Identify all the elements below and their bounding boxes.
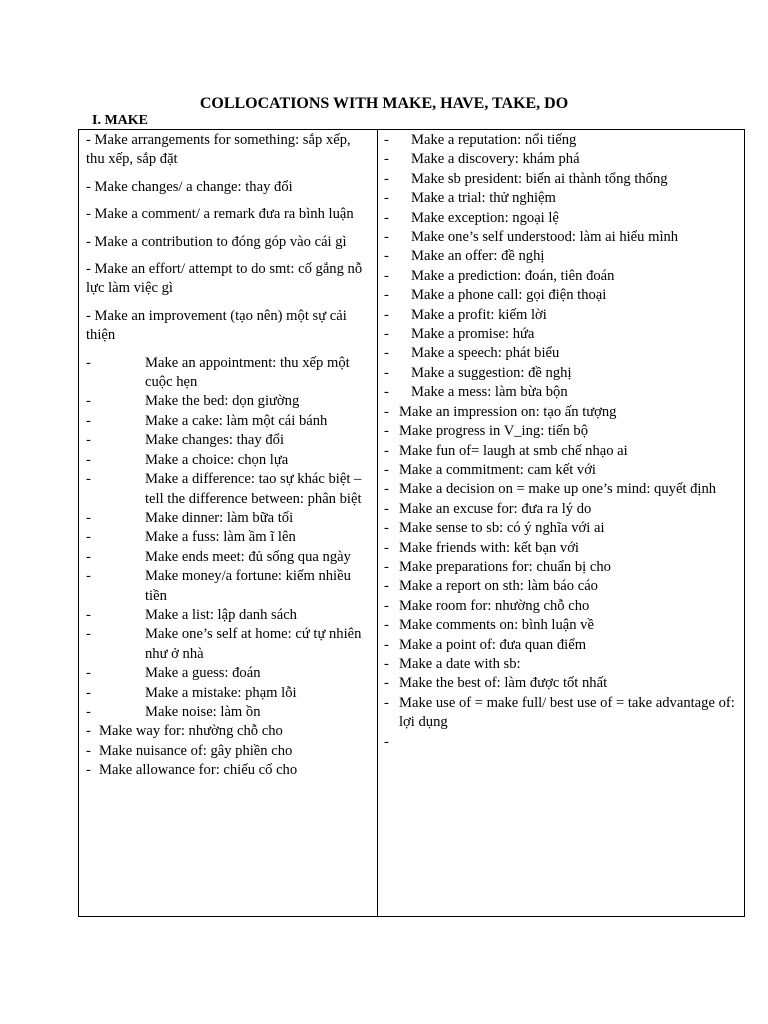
list-item-text: Make a guess: đoán [145,665,261,682]
list-item [384,577,738,596]
list-item [384,461,738,480]
list-item-text: Make a profit: kiếm lời [411,306,547,323]
left-column [79,130,378,916]
right-item-list [384,131,738,403]
list-item-text: Make a cake: làm một cái bánh [145,412,328,429]
bullet-dash: - [384,403,389,420]
list-item-text: Make nuisance of: gây phiền cho [99,742,293,759]
bullet-dash: - [86,665,91,682]
list-item [384,325,738,344]
list-item [384,150,738,169]
list-item-text: Make way for: nhường chỗ cho [99,723,283,740]
list-item [384,247,738,266]
list-item-text: Make friends with: kết bạn với [399,539,579,556]
bullet-dash: - [384,578,389,595]
list-item-text: Make a promise: hứa [411,326,535,343]
bullet-dash: - [86,742,91,759]
list-item-text: Make a discovery: khám phá [411,151,580,168]
list-item [384,674,738,693]
list-item [384,267,738,286]
right-column [378,130,744,916]
list-item-text: Make a prediction: đoán, tiên đoán [411,267,615,284]
list-item [384,597,738,616]
bullet-dash: - [384,520,389,537]
bullet-dash: - [86,354,91,371]
list-item-text: Make a suggestion: đề nghị [411,364,572,381]
list-item [384,170,738,189]
bullet-dash: - [86,723,91,740]
paragraph-entry: - Make arrangements for something: sắp xếp, thu xếp, sắp đặt [86,132,351,168]
list-item [86,451,371,470]
list-item [384,480,738,499]
bullet-dash: - [86,568,91,585]
list-item [384,694,738,733]
bullet-dash: - [384,364,389,381]
list-item-text: Make the best of: làm được tốt nhất [399,675,608,692]
bullet-dash: - [384,151,389,168]
list-item-text: Make noise: làm ồn [145,703,261,720]
list-item-text: Make an appointment: thu xếp một cuộc hẹn [145,354,350,391]
list-item [86,722,371,741]
bullet-dash: - [384,287,389,304]
list-item-text: Make an excuse for: đưa ra lý do [399,500,592,517]
bullet-dash: - [384,442,389,459]
paragraph-entry: - Make an improvement (tạo nên) một sự cải thiện [86,307,347,344]
list-item-text: Make a mess: làm bừa bộn [411,384,568,401]
list-item [384,286,738,305]
bullet-dash: - [384,694,389,711]
left-item-list [86,354,371,723]
list-item [384,344,738,363]
list-item [384,442,738,461]
list-item [86,684,371,703]
list-item-text: Make a report on sth: làm báo cáo [399,578,598,595]
bullet-dash: - [86,529,91,546]
bullet-dash: - [384,500,389,517]
section-heading: I. MAKE [92,113,148,128]
list-item-text: Make use of = make full/ best use of = take advantage of: lợi dụng [399,694,735,731]
list-item-text: Make a choice: chọn lựa [145,451,289,468]
list-item-text: Make preparations for: chuẩn bị cho [399,558,611,575]
list-item-text: Make allowance for: chiếu cố cho [99,762,298,779]
list-item [86,354,371,393]
list-item [384,209,738,228]
bullet-dash: - [384,636,389,653]
list-item [86,470,371,509]
right-short-list [384,403,738,733]
bullet-dash: - [384,190,389,207]
list-item [86,742,371,761]
list-item [86,412,371,431]
paragraph-entry: - Make a contribution to đóng góp vào cái gì [86,233,347,250]
list-item [86,567,371,606]
bullet-dash: - [384,209,389,226]
list-item [384,228,738,247]
bullet-dash: - [384,306,389,323]
list-item-text: Make one’s self at home: cứ tự nhiên như ở nhà [145,626,362,662]
list-item-text: Make a mistake: phạm lỗi [145,684,297,701]
bullet-dash: - [86,412,91,429]
list-item [86,606,371,625]
bullet-dash: - [384,597,389,614]
list-item-text: Make a decision on = make up one’s mind: quyết định [399,481,717,498]
list-item [384,364,738,383]
bullet-dash: - [86,471,91,488]
list-item [384,616,738,635]
list-item-text: Make progress in V_ing: tiến bộ [399,423,589,440]
list-item [384,306,738,325]
list-item [384,422,738,441]
paragraph-entry: - Make a comment/ a remark đưa ra bình luận [86,206,354,223]
bullet-dash: - [86,703,91,720]
list-item [384,383,738,402]
list-item-text: Make the bed: dọn giường [145,393,300,410]
bullet-dash: - [86,393,91,410]
bullet-dash: - [384,558,389,575]
bullet-dash: - [384,345,389,362]
list-item [384,403,738,422]
list-item [86,548,371,567]
list-item [86,528,371,547]
list-item [86,431,371,450]
list-item [86,761,371,780]
bullet-dash: - [86,762,91,779]
list-item-text: Make a trial: thử nghiệm [411,190,556,207]
list-item [384,539,738,558]
list-item-text: Make ends meet: đủ sống qua ngày [145,548,351,565]
bullet-dash: - [86,509,91,526]
bullet-dash: - [384,539,389,556]
bullet-dash: - [384,655,389,672]
list-item-text: Make a point of: đưa quan điểm [399,636,587,653]
list-item-text: Make a speech: phát biểu [411,345,560,362]
bullet-dash: - [384,461,389,478]
list-item-text: Make one’s self understood: làm ai hiểu mình [411,229,679,246]
list-item-text: Make money/a fortune: kiếm nhiều tiền [145,568,351,604]
list-item-text: Make sense to sb: có ý nghĩa với ai [399,520,605,537]
list-item-text: Make dinner: làm bữa tối [145,509,294,526]
page-title: COLLOCATIONS WITH MAKE, HAVE, TAKE, DO [199,95,569,112]
bullet-dash: - [384,267,389,284]
list-item [86,625,371,664]
bullet-dash: - [384,248,389,265]
list-item-text: Make a date with sb: [399,655,521,672]
list-item [86,509,371,528]
bullet-dash: - [384,481,389,498]
list-item [384,131,738,150]
trailing-dash: - [384,733,389,750]
list-item-text: Make an impression on: tạo ấn tượng [399,403,617,420]
list-item [86,392,371,411]
bullet-dash: - [86,432,91,449]
list-item-text: Make a difference: tao sự khác biệt – tell the difference between: phân biệt [145,471,362,507]
bullet-dash: - [86,684,91,701]
list-item-text: Make room for: nhường chỗ cho [399,597,590,614]
list-item-text: Make a commitment: cam kết với [399,461,596,478]
list-item-text: Make comments on: bình luận về [399,617,594,634]
list-item [86,664,371,683]
list-item-text: Make a fuss: làm ầm ĩ lên [145,529,296,546]
list-item [384,189,738,208]
list-item-text: Make changes: thay đổi [145,432,285,449]
list-item-text: Make fun of= laugh at smb chế nhạo ai [399,442,628,459]
list-item-text: Make exception: ngoại lệ [411,209,559,226]
list-item-text: Make a list: lập danh sách [145,606,297,623]
left-short-list [86,722,371,780]
list-item [86,703,371,722]
bullet-dash: - [86,548,91,565]
bullet-dash: - [86,606,91,623]
bullet-dash: - [384,170,389,187]
bullet-dash: - [86,626,91,643]
bullet-dash: - [384,384,389,401]
list-item [384,558,738,577]
list-item [384,519,738,538]
bullet-dash: - [384,229,389,246]
list-item [384,655,738,674]
list-item-text: Make sb president: biến ai thành tổng thống [411,170,668,187]
bullet-dash: - [384,617,389,634]
list-item-text: Make a phone call: gọi điện thoại [411,287,607,304]
bullet-dash: - [384,675,389,692]
list-item [384,500,738,519]
paragraph-entry: - Make an effort/ attempt to do smt: cố gắng nỗ lực làm việc gì [86,261,363,297]
list-item-text: Make a reputation: nổi tiếng [411,132,577,148]
collocation-table [78,129,745,917]
list-item-text: Make an offer: đề nghị [411,248,545,265]
bullet-dash: - [384,326,389,343]
list-item [384,636,738,655]
bullet-dash: - [384,423,389,440]
bullet-dash: - [384,132,389,148]
paragraph-entry: - Make changes/ a change: thay đổi [86,178,293,195]
bullet-dash: - [86,451,91,468]
